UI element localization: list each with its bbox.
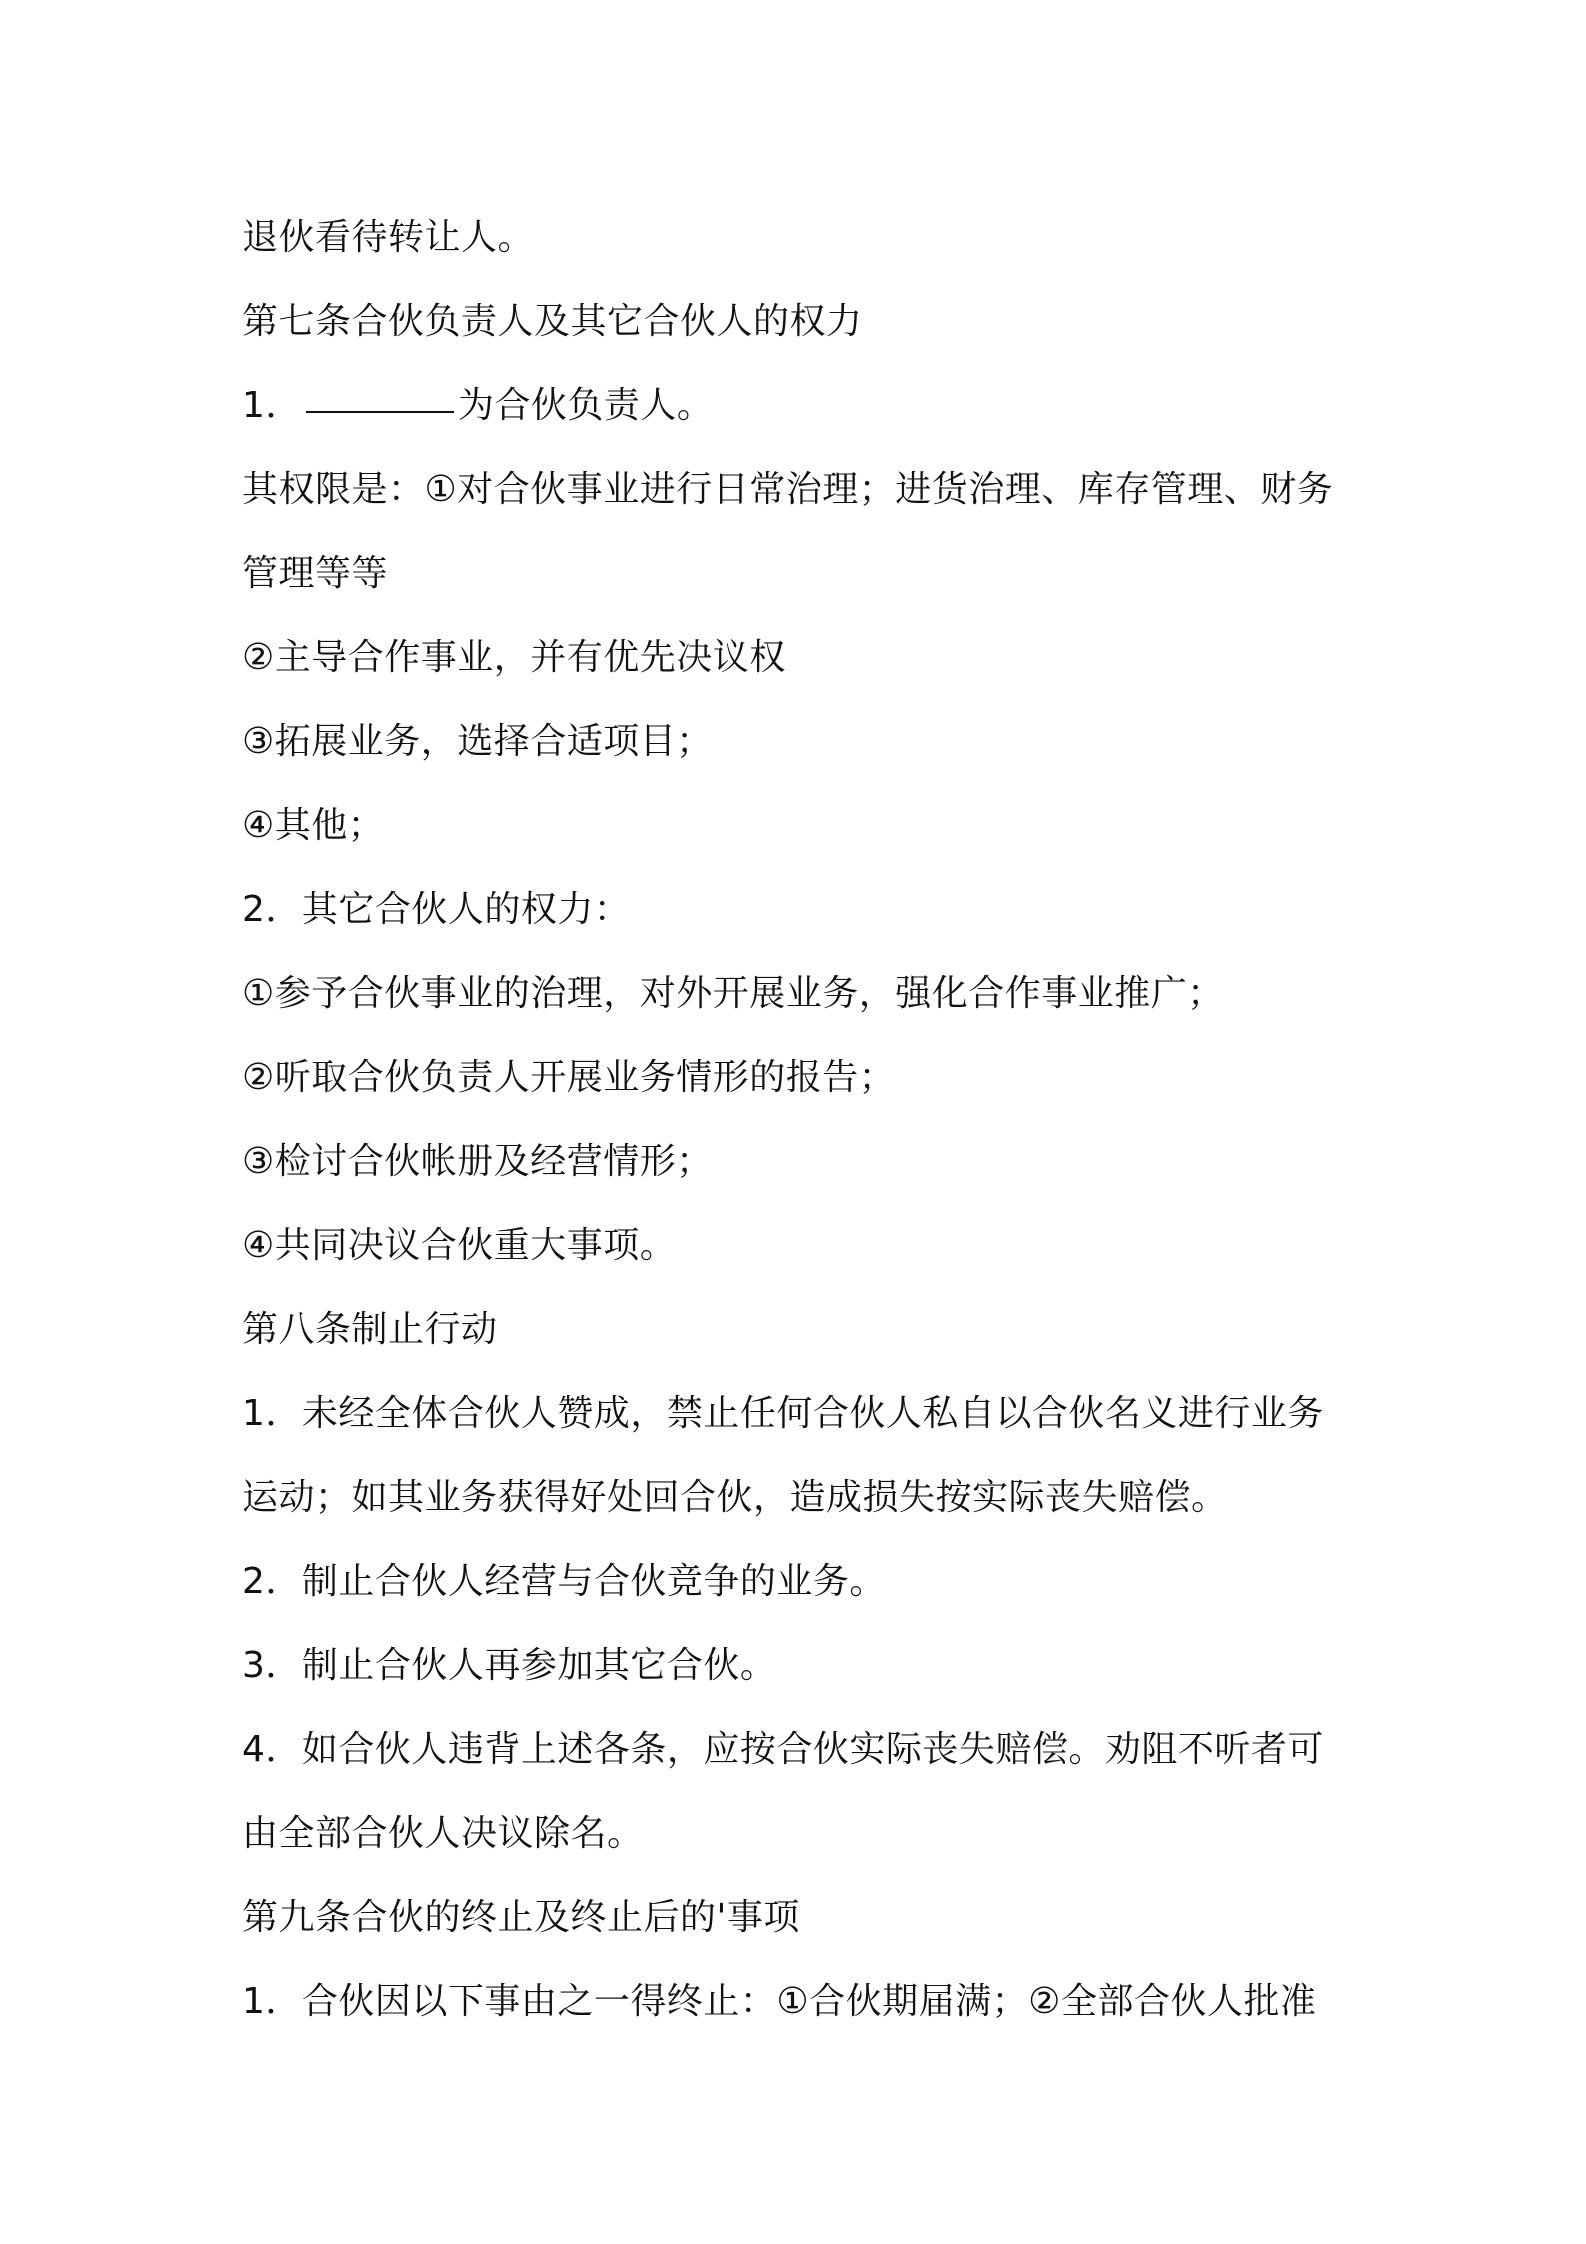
text-line: 1．合伙因以下事由之一得终止：①合伙期届满；②全部合伙人批准 [242, 1981, 1317, 2022]
text-line: ④共同决议合伙重大事项。 [242, 1225, 677, 1266]
text-line-with-blank [242, 364, 1362, 448]
text-line: 1．未经全体合伙人赞成，禁止任何合伙人私自以合伙名义进行业务 [242, 1393, 1324, 1434]
text-line: 2．制止合伙人经营与合伙竞争的业务。 [242, 1561, 886, 1602]
text-line: 由全部合伙人决议除名。 [242, 1813, 644, 1854]
text-line: 3．制止合伙人再参加其它合伙。 [242, 1645, 777, 1686]
text-line: 4．如合伙人违背上述各条，应按合伙实际丧失赔偿。劝阻不听者可 [242, 1729, 1324, 1770]
section-heading-article-7: 第七条合伙负责人及其它合伙人的权力 [242, 301, 863, 342]
section-heading-article-8: 第八条制止行动 [242, 1309, 498, 1350]
item-text: 为合伙负责人。 [457, 385, 714, 426]
text-line: ②听取合伙负责人开展业务情形的报告； [242, 1057, 896, 1098]
document-body [242, 196, 1362, 2044]
text-line: 2．其它合伙人的权力： [242, 889, 631, 930]
text-line: 管理等等 [242, 553, 389, 594]
text-line: ②主导合作事业，并有优先决议权 [242, 637, 786, 678]
text-line: 其权限是：①对合伙事业进行日常治理；进货治理、库存管理、财务 [242, 469, 1334, 510]
item-number: 1． [242, 385, 302, 426]
text-line: ③检讨合伙帐册及经营情形； [242, 1141, 713, 1182]
text-line: 退伙看待转让人。 [242, 217, 535, 258]
fill-in-blank [306, 410, 454, 413]
text-line: ①参予合伙事业的治理，对外开展业务，强化合作事业推广； [242, 973, 1224, 1014]
section-heading-article-9: 第九条合伙的终止及终止后的'事项 [242, 1897, 800, 1938]
text-line: ③拓展业务，选择合适项目； [242, 721, 713, 762]
text-line: ④其他； [242, 805, 385, 846]
text-line: 运动；如其业务获得好处回合伙，造成损失按实际丧失赔偿。 [242, 1477, 1228, 1518]
